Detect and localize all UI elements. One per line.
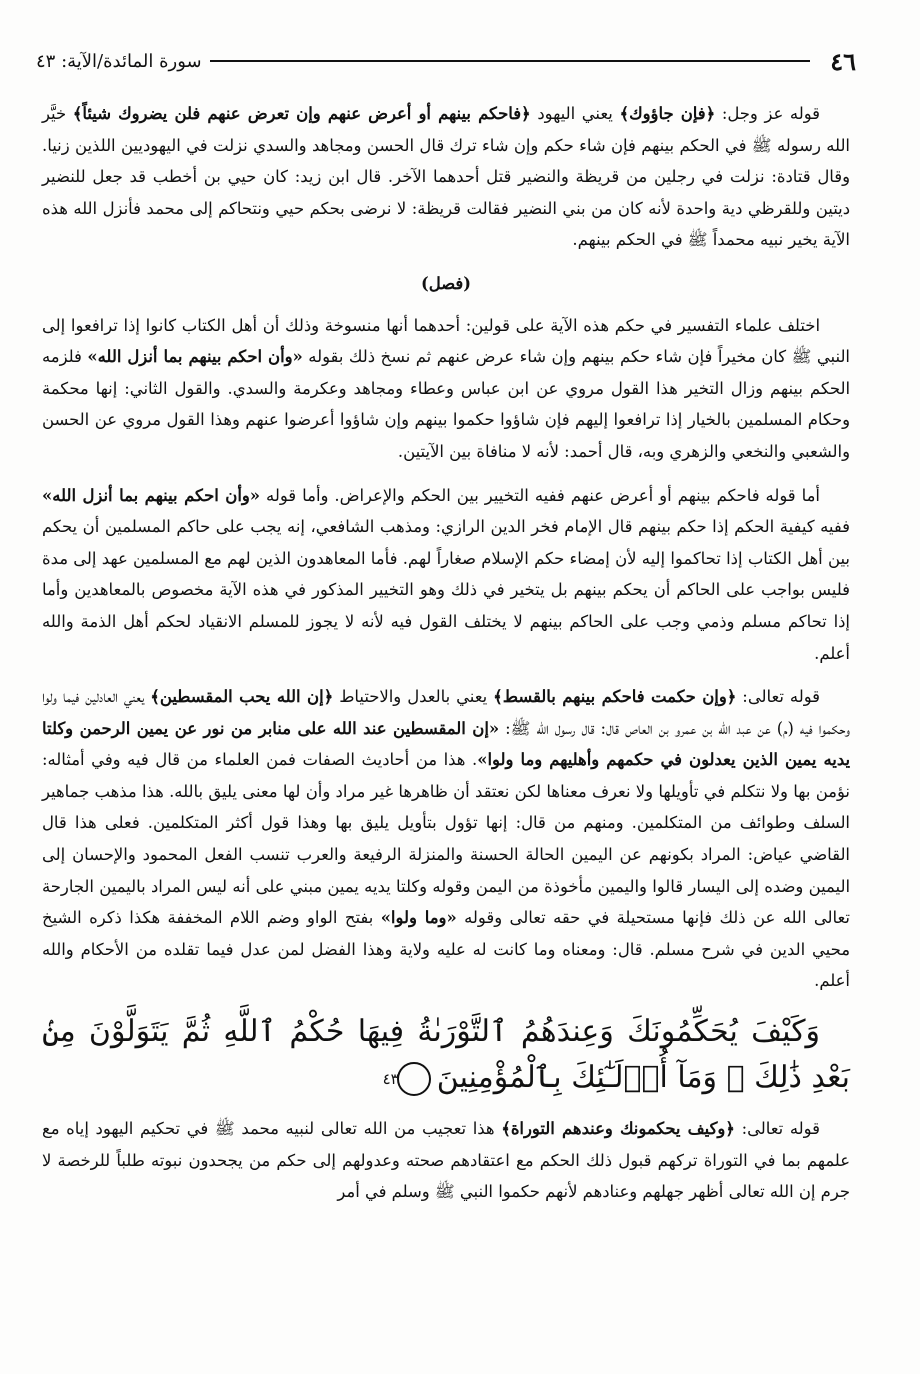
quran-quote: «وأن احكم بينهم بما أنزل الله» xyxy=(42,485,261,505)
quran-quote: ﴿فاحكم بينهم أو أعرض عنهم وإن تعرض عنهم فلن يضروك شيئاً﴾ xyxy=(72,104,531,123)
paragraph-4 xyxy=(42,681,850,997)
paragraph-2 xyxy=(42,310,850,468)
text-run: يعني اليهود xyxy=(530,104,620,123)
text-run: أما قوله فاحكم بينهم أو أعرض عنهم ففيه التخيير بين الحكم والإعراض. وأما قوله xyxy=(260,485,820,505)
header-rule xyxy=(210,60,811,62)
text-run: فلزمه الحكم بينهم وزال التخير هذا القول مروي عن ابن عباس وعطاء ومجاهد وعكرمة والسدي. والقول الثاني: إنها محكمة وحكام المسلمين بالخيار إذا ترافعوا إليهم فإن شاؤوا حكموا بينهم وإن شاؤوا أعرضوا عنهم وهذا القول مروي عن الحسن والشعبي والنخعي والزهري وبه، قال أحمد: لأنه لا منافاة بين الآيتين. xyxy=(42,347,850,461)
section-heading: (فصل) xyxy=(421,273,471,293)
text-run: قوله تعالى: xyxy=(736,687,820,707)
text-run: ففيه كيفية الحكم إذا حكم بينهم قال الإمام فخر الدين الرازي: ومذهب الشافعي، إنه يجب على حاكم المسلمين أن يحكم بين أهل الكتاب إذا تحاكموا إليه لأن إمضاء حكم الإسلام صغاراً لهم. فأما المعاهدون الذين لهم مع المسلمين عهد إلى مدة فليس بواجب على الحاكم أن يحكم بينهم بل يتخير في ذلك وهو التخيير المذكور في هذه الآية مخصوص بالمعاهدين وأما إذا تحاكم مسلم وذمي وجب على الحاكم بينهم لا يختلف القول فيه لأنه لا يجوز للمسلم الانقياد لحكم أهل الذمة والله أعلم. xyxy=(42,517,851,663)
sura-reference: سورة المائدة/الآية: ٤٣ xyxy=(36,50,202,72)
quran-quote: ﴿إن الله يحب المقسطين﴾ xyxy=(150,687,334,707)
quran-verse xyxy=(42,1009,850,1101)
paragraph-3 xyxy=(42,480,850,670)
ayah-number-marker: ٤٣ xyxy=(397,1062,431,1096)
text-run: . هذا من أحاديث الصفات فمن العلماء من قال فيه وفي أمثاله: نؤمن بها ولا نتكلم في تأويلها ولا نعرف معناها لكن نعتقد أن ظاهرها غير مراد وأن لها معنى يليق بالله. هذا مذهب جماهير السلف وطوائف من المتكلمين. ومنهم من قال: إنها تؤول بتأويل يليق بها وهذا قول أكثر المتكلمين. فعلى هذا قال القاضي عياض: المراد بكونهم عن اليمين الحالة الحسنة والمنزلة الرفيعة والعرب تنسب الفعل المحمود والإحسان إلى اليمين وضده إلى اليسار قالوا واليمين مأخوذة من اليمن وقوله وكلتا يديه يمين مبني على أنه ليس المراد باليمين الجارحة تعالى الله عن ذلك فإنها مستحيلة في حقه تعالى وقوله xyxy=(42,750,850,928)
page-header xyxy=(36,46,856,76)
quran-quote: ﴿فإن جاؤوك﴾ xyxy=(619,104,716,123)
quran-quote: ﴿وإن حكمت فاحكم بينهم بالقسط﴾ xyxy=(493,687,737,707)
text-run: بفتح الواو وضم اللام المخففة هكذا ذكره الشيخ محيي الدين في شرح مسلم. قال: ومعناه وما كانت له عليه ولاية وهذا الفضل لمن عدل فيما تقلده من الأحكام والله أعلم. xyxy=(42,908,850,991)
text-run: اختلف علماء التفسير في حكم هذه الآية على قولين: أحدهما أنها منسوخة وذلك أن أهل الكتاب كانوا إذا ترافعوا إلى النبي ﷺ كان مخيراً فإن شاء حكم بينهم وإن شاء عرض عنهم ثم نسخ ذلك بقوله xyxy=(42,315,850,367)
text-run: قوله عز وجل: xyxy=(715,104,820,123)
quran-quote: ﴿وكيف يحكمونك وعندهم التوراة﴾ xyxy=(501,1119,735,1139)
paragraph-5 xyxy=(42,1113,850,1208)
paragraph-1 xyxy=(42,98,850,256)
hadith-quote: «وما ولوا» xyxy=(380,908,457,928)
verse-text: وَكَيْفَ يُحَكِّمُونَكَ وَعِندَهُمُ ٱلتَّوْرَىٰةُ فِيهَا حُكْمُ ٱللَّهِ ثُمَّ يَتَوَلَّوْنَ مِنۢ بَعْدِ ذَٰلِكَ ۚ وَمَآ أُو۟لَـٰٓئِكَ بِٱلْمُؤْمِنِينَ xyxy=(42,1014,850,1096)
text-run: هذا تعجيب من الله تعالى لنبيه محمد ﷺ في تحكيم اليهود إياه مع علمهم بما في التوراة تركهم قبول ذلك الحكم مع اعتقادهم صحته وعدولهم إلى حكم من يجحدون نبوته طلباً للرخصة لا جرم إن الله تعالى أظهر جهلهم وعنادهم لأنهم حكموا النبي ﷺ وسلم في أمر xyxy=(42,1119,850,1202)
page-number: ٤٦ xyxy=(830,46,856,76)
text-run: قوله تعالى: xyxy=(734,1119,820,1139)
text-run: خيَّر الله رسوله ﷺ في الحكم بينهم فإن شاء حكم وإن شاء ترك قال الحسن ومجاهد والسدي نزلت في اليهوديين اللذين زنيا. وقال قتادة: نزلت في رجلين من قريظة والنضير قتل أحدهما الآخر. قال ابن زيد: كان حيي بن أخطب قد جعل للنضير ديتين وللقرظي دية واحدة لأنه كان من بني النضير فقالت قريظة: لا نرضى بحكم حيي ونتحاكم إلى محمد فأنزل الله هذه الآية يخير نبيه محمداً ﷺ في الحكم بينهم. xyxy=(42,104,850,250)
hadith-quote: «إن المقسطين عند الله على منابر من نور عن يمين الرحمن وكلتا يديه يمين الذين يعدلون في حكمهم وأهليهم وما ولوا» xyxy=(42,718,851,770)
quran-quote: «وأن احكم بينهم بما أنزل الله» xyxy=(87,347,303,367)
text-run: يعني بالعدل والاحتياط xyxy=(333,687,494,707)
page-body xyxy=(42,98,850,1220)
text-run: يعني العادلين فيما ولوا وحكموا فيه (م) عن عبد الله بن عمرو بن العاص قال: قال رسول الله ﷺ: xyxy=(42,687,850,738)
